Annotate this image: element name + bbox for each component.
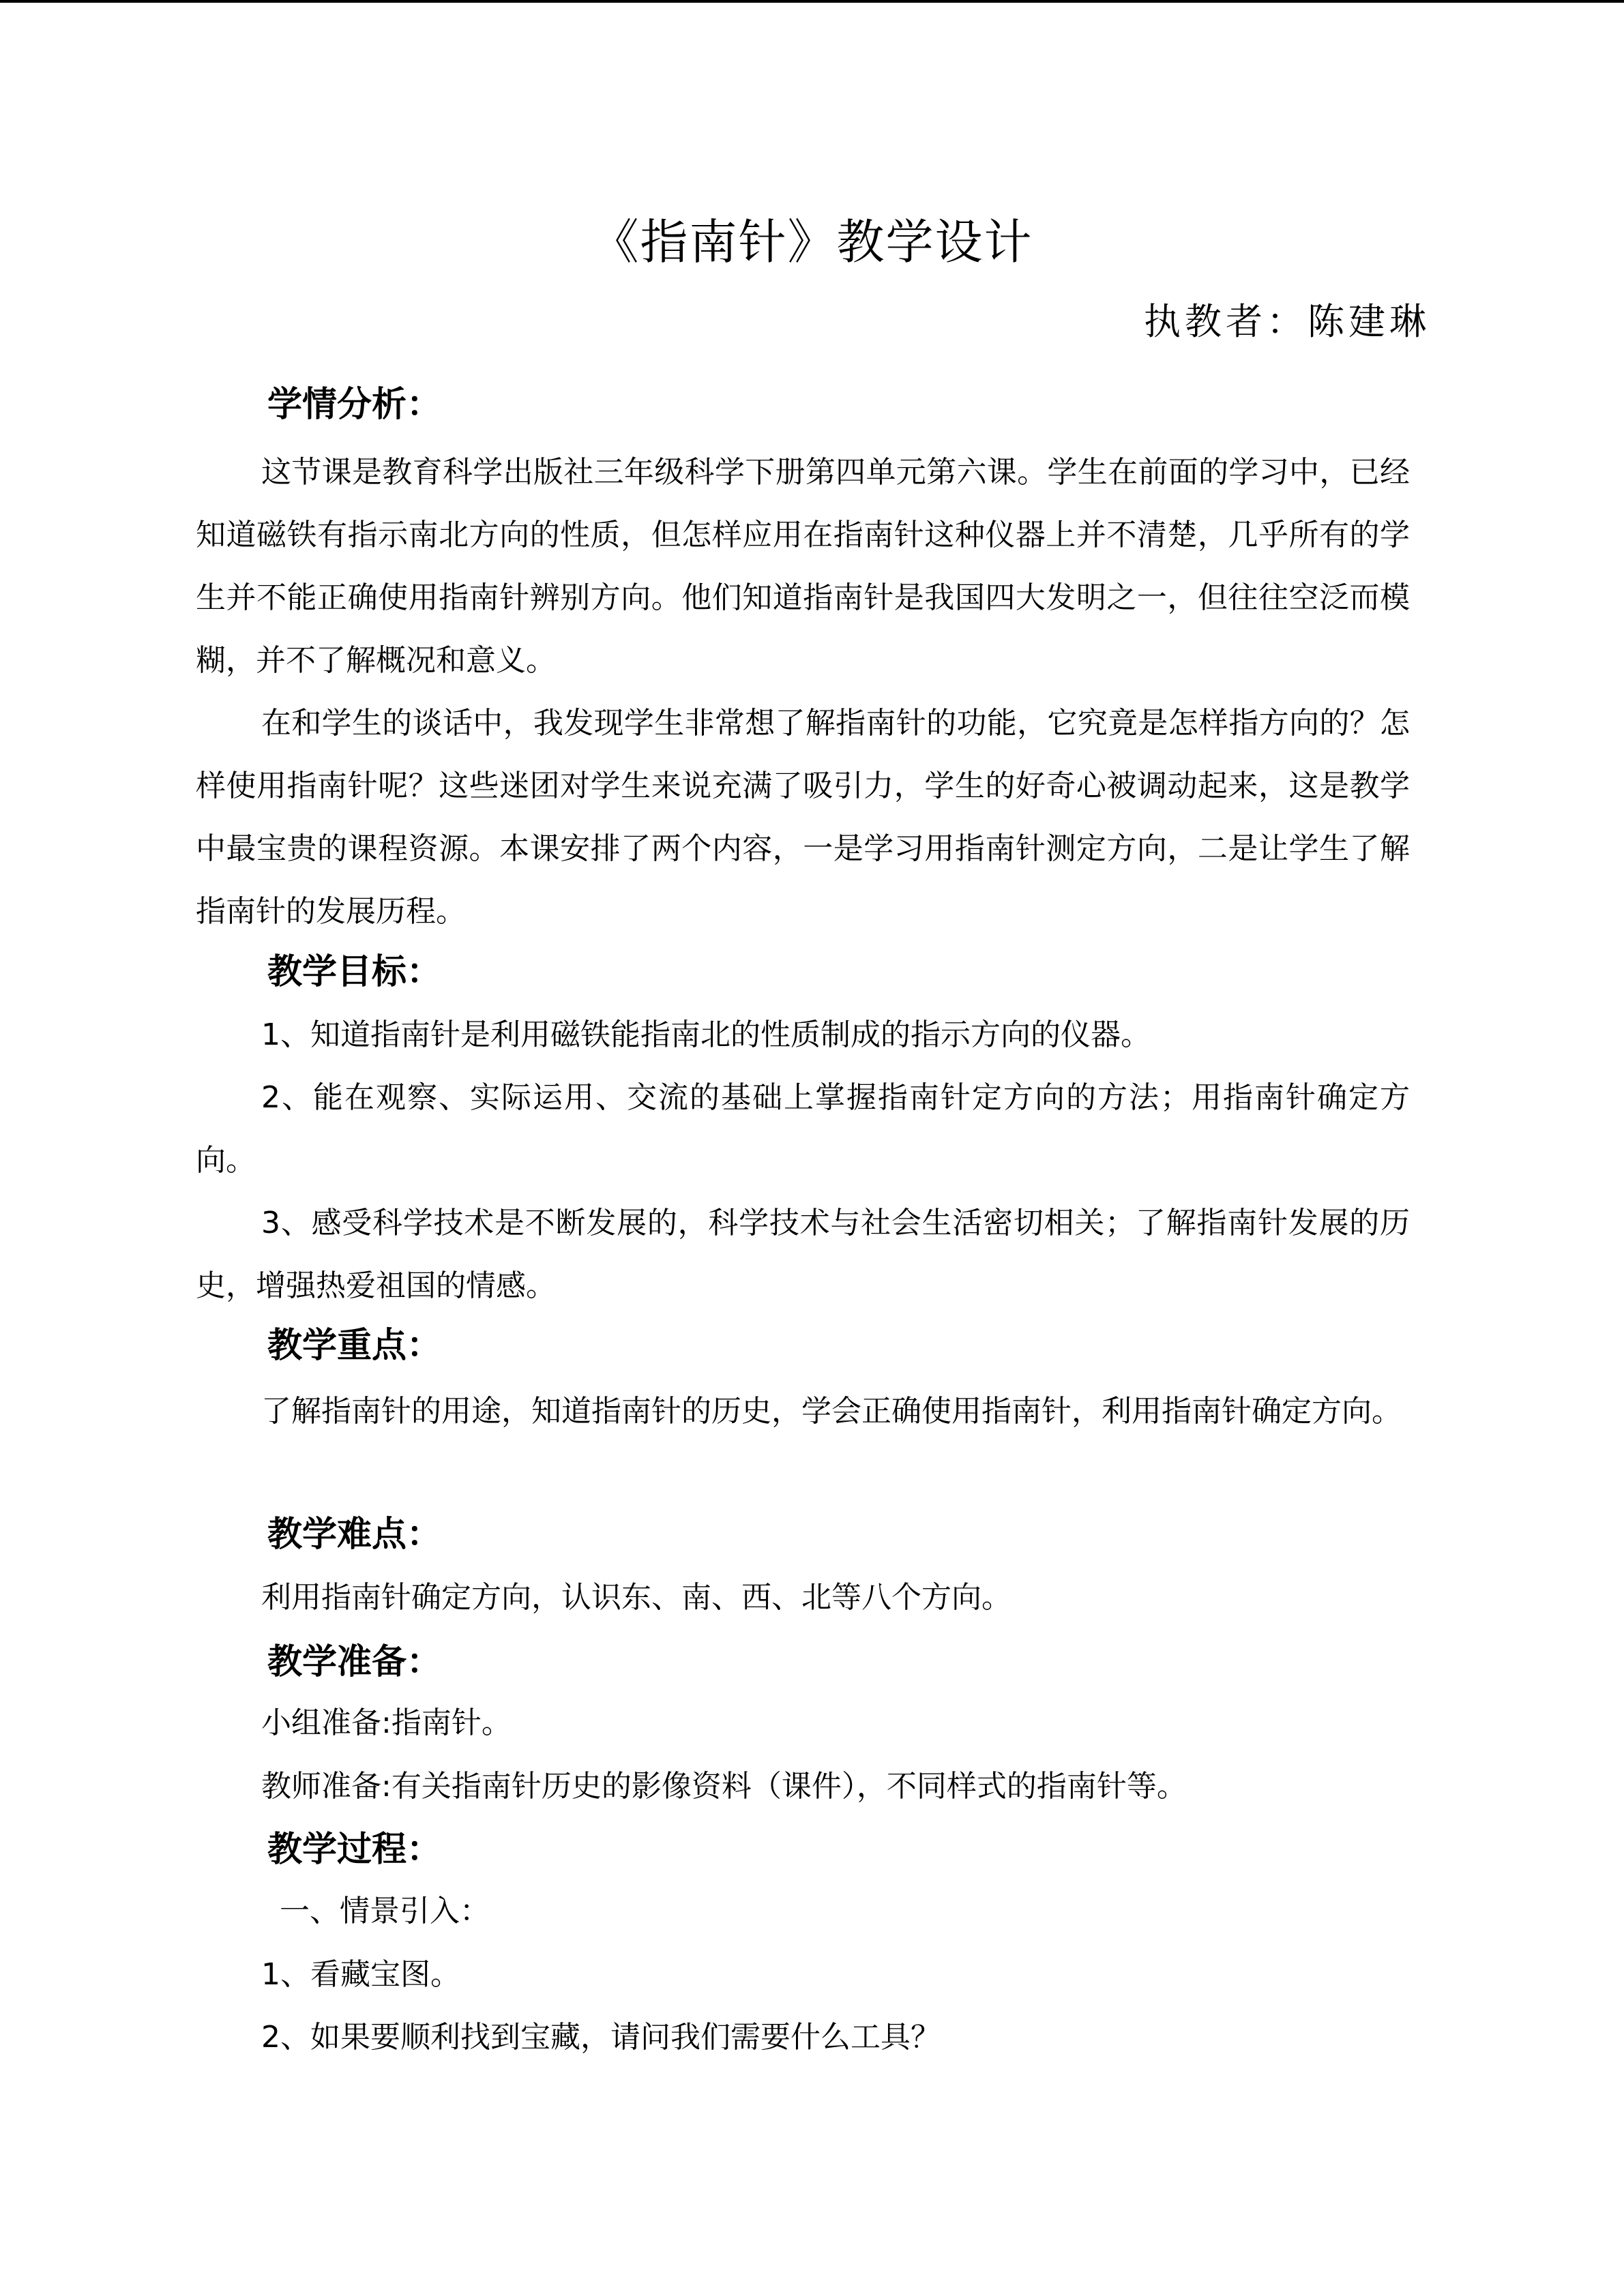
process-step-title: 一、情景引入：	[280, 1894, 490, 1928]
goal-item-3: 3、感受科学技术是不断发展的，科学技术与社会生活密切相关；了解指南针发展的历史，增强热爱祖国的情感。	[196, 1206, 1410, 1303]
analysis-paragraph-2: 在和学生的谈话中，我发现学生非常想了解指南针的功能，它究竟是怎样指方向的？怎样使用指南针呢？这些迷团对学生来说充满了吸引力，学生的好奇心被调动起来，这是教学中最宝贵的课程资源。本课安排了两个内容，一是学习用指南针测定方向，二是让学生了解指南针的发展历程。	[196, 706, 1410, 929]
process-item-1: 1、看藏宝图。	[261, 1957, 460, 1992]
heading-preparation: 教学准备：	[267, 1642, 442, 1682]
goal-item-2: 2、能在观察、实际运用、交流的基础上掌握指南针定方向的方法；用指南针确定方向。	[196, 1080, 1410, 1178]
goal-item-1: 1、知道指南针是利用磁铁能指南北的性质制成的指示方向的仪器。	[261, 1017, 1151, 1052]
analysis-paragraph-1: 这节课是教育科学出版社三年级科学下册第四单元第六课。学生在前面的学习中，已经知道磁铁有指示南北方向的性质，但怎样应用在指南针这种仪器上并不清楚，几乎所有的学生并不能正确使用指南针辨别方向。他们知道指南针是我国四大发明之一，但往往空泛而模糊，并不了解概况和意义。	[196, 455, 1410, 678]
difficulties-text: 利用指南针确定方向，认识东、南、西、北等八个方向。	[261, 1580, 1012, 1615]
document-title: 《指南针》教学设计	[591, 214, 1033, 270]
heading-process: 教学过程：	[267, 1830, 442, 1870]
heading-teaching-goals: 教学目标：	[267, 952, 442, 992]
heading-learning-analysis: 学情分析：	[267, 385, 442, 425]
heading-key-points: 教学重点：	[267, 1326, 442, 1366]
process-item-2: 2、如果要顺利找到宝藏，请问我们需要什么工具？	[261, 2020, 941, 2055]
author-line: 执教者：陈建琳	[1144, 300, 1430, 343]
preparation-group: 小组准备:指南针。	[261, 1705, 512, 1740]
key-points-text: 了解指南针的用途，知道指南针的历史，学会正确使用指南针，利用指南针确定方向。	[261, 1394, 1402, 1429]
preparation-teacher: 教师准备:有关指南针历史的影像资料（课件），不同样式的指南针等。	[261, 1769, 1187, 1804]
heading-difficulties: 教学难点：	[267, 1515, 442, 1555]
